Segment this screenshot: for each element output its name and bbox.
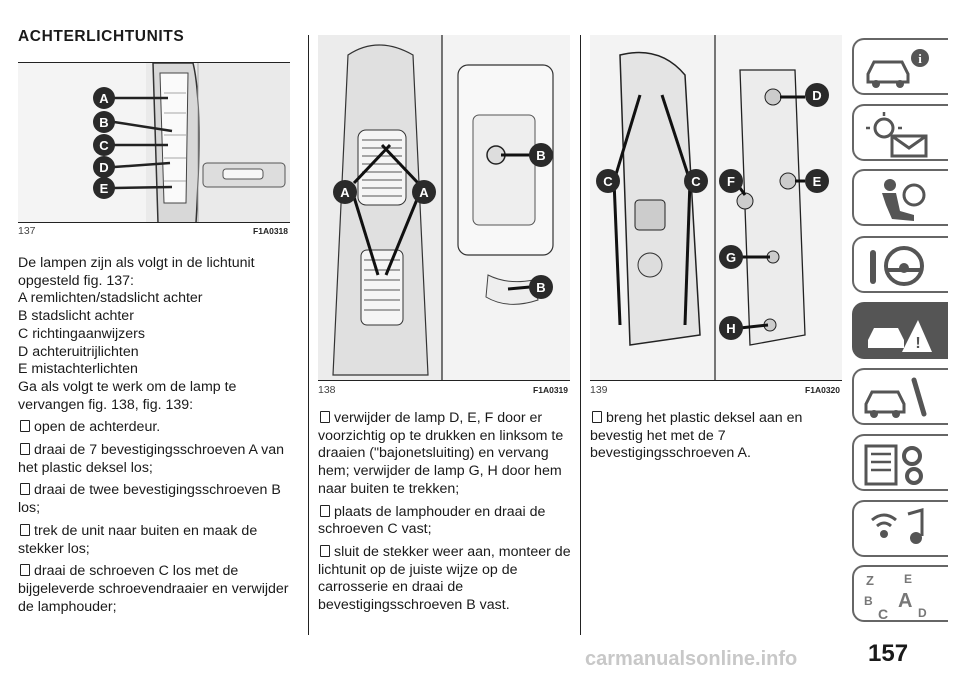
tab-car-info[interactable] [852,38,948,95]
figure-137-rule [18,222,290,223]
svg-text:!: ! [915,335,921,352]
checkbox-icon [320,505,330,517]
svg-text:G: G [725,250,737,265]
svg-text:C: C [691,174,701,189]
figure-139-code: F1A0320 [805,385,840,395]
svg-text:A: A [340,185,350,200]
tab-car-maintenance[interactable] [852,368,948,425]
column-divider-1 [308,35,309,635]
steps-intro: Ga als volgt te werk om de lamp te vervangen fig. 138, fig. 139: [18,378,237,413]
step-item: plaats de lamphouder en draai de schroeven C vast; [318,503,546,538]
car-info-icon [862,44,932,92]
figure-137-number: 137 [18,225,36,237]
svg-text:E: E [904,572,913,586]
figure-138-number: 138 [318,384,336,396]
lamp-line-e: E mistachterlichten [18,361,138,378]
svg-text:D: D [918,606,927,620]
callout-c-label: C [99,138,109,153]
figure-138-code: F1A0319 [533,385,568,395]
section-title: ACHTERLICHTUNITS [18,28,185,45]
lamp-line-b: B stadslicht achter [18,308,134,325]
callout-e-label: E [99,181,109,196]
lamp-line-c: C richtingaanwijzers [18,325,145,342]
figure-138-image [318,35,570,380]
checkbox-icon [20,443,30,455]
column-2-text [318,410,576,620]
figure-139-caption [590,384,842,398]
svg-text:A: A [419,185,429,200]
page-number: 157 [868,640,909,667]
figure-137-callouts [93,87,115,199]
svg-text:B: B [864,594,873,608]
breakdown-emergency-icon [862,308,932,356]
checkbox-icon [20,420,30,432]
figure-139-image [590,35,842,380]
step-item: trek de unit naar buiten en maak de stekker los; [18,522,258,557]
svg-text:B: B [536,148,546,163]
intro-text: De lampen zijn als volgt in de lichtunit opgesteld fig. 137: [18,255,255,289]
figure-137-code: F1A0318 [253,226,288,236]
column-divider-2 [580,35,581,635]
svg-text:C: C [878,606,889,622]
callout-b-label: B [99,115,109,130]
car-maintenance-icon [862,374,932,422]
figure-137-caption [18,225,290,239]
svg-text:i: i [918,51,922,66]
tab-steering-wheel[interactable] [852,236,948,293]
column-1-text [18,255,298,621]
svg-text:D: D [812,88,822,103]
tab-airbag-seat[interactable] [852,169,948,226]
checkbox-icon [20,524,30,536]
watermark: carmanualsonline.info [585,648,798,670]
specs-gears-icon [862,440,932,488]
column-3-text [590,410,840,468]
svg-text:E: E [812,174,822,189]
callout-d-label: D [99,160,109,175]
step-item: sluit de stekker weer aan, monteer de lichtunit op de juiste wijze op de carrosserie en draai de bevestigingsschroeven B vast. [318,543,571,614]
figure-138-rule [318,380,570,381]
checkbox-icon [320,545,330,557]
tab-index[interactable] [852,565,948,622]
steering-wheel-icon [862,242,932,290]
svg-text:H: H [726,321,736,336]
step-item: draai de 7 bevestigingsschroeven A van het plastic deksel los; [18,442,285,476]
figure-137-image [18,63,290,223]
figure-139-number: 139 [590,384,608,396]
svg-text:A: A [898,590,913,612]
tab-specs-gears[interactable] [852,434,948,491]
step-item: breng het plastic deksel aan en bevestig het met de 7 bevestigingsschroeven A. [590,410,803,462]
step-item: verwijder de lamp D, E, F door er voorzichtig op te drukken en linksom te draaien ("bajonetsluiting) en vervang hem; verwijder de lamp G, H door hem naar buiten te trekken; [318,410,564,497]
callout-a-label: A [99,91,109,106]
tab-multimedia[interactable] [852,500,948,557]
svg-text:Z: Z [866,573,874,588]
step-item: open de achterdeur. [18,419,298,437]
airbag-seat-icon [862,175,932,223]
index-letters-icon [862,571,932,623]
multimedia-icon [862,506,932,554]
svg-text:F: F [727,174,735,189]
svg-text:C: C [603,174,613,189]
tab-lights-warning[interactable] [852,104,948,161]
checkbox-icon [20,564,30,576]
tab-breakdown-emergency[interactable] [852,302,948,359]
lamp-line-a: A remlichten/stadslicht achter [18,290,203,307]
step-item: draai de twee bevestigingsschroeven B los; [18,482,281,517]
svg-text:B: B [536,280,546,295]
lights-warning-icon [862,110,932,158]
figure-139-rule [590,380,842,381]
figure-138-caption [318,384,570,398]
checkbox-icon [320,411,330,423]
checkbox-icon [592,411,602,423]
lamp-line-d: D achteruitrijlichten [18,343,139,360]
step-item: draai de schroeven C los met de bijgeleverde schroevendraaier en verwijder de lamphouder; [18,563,289,615]
checkbox-icon [20,483,30,495]
